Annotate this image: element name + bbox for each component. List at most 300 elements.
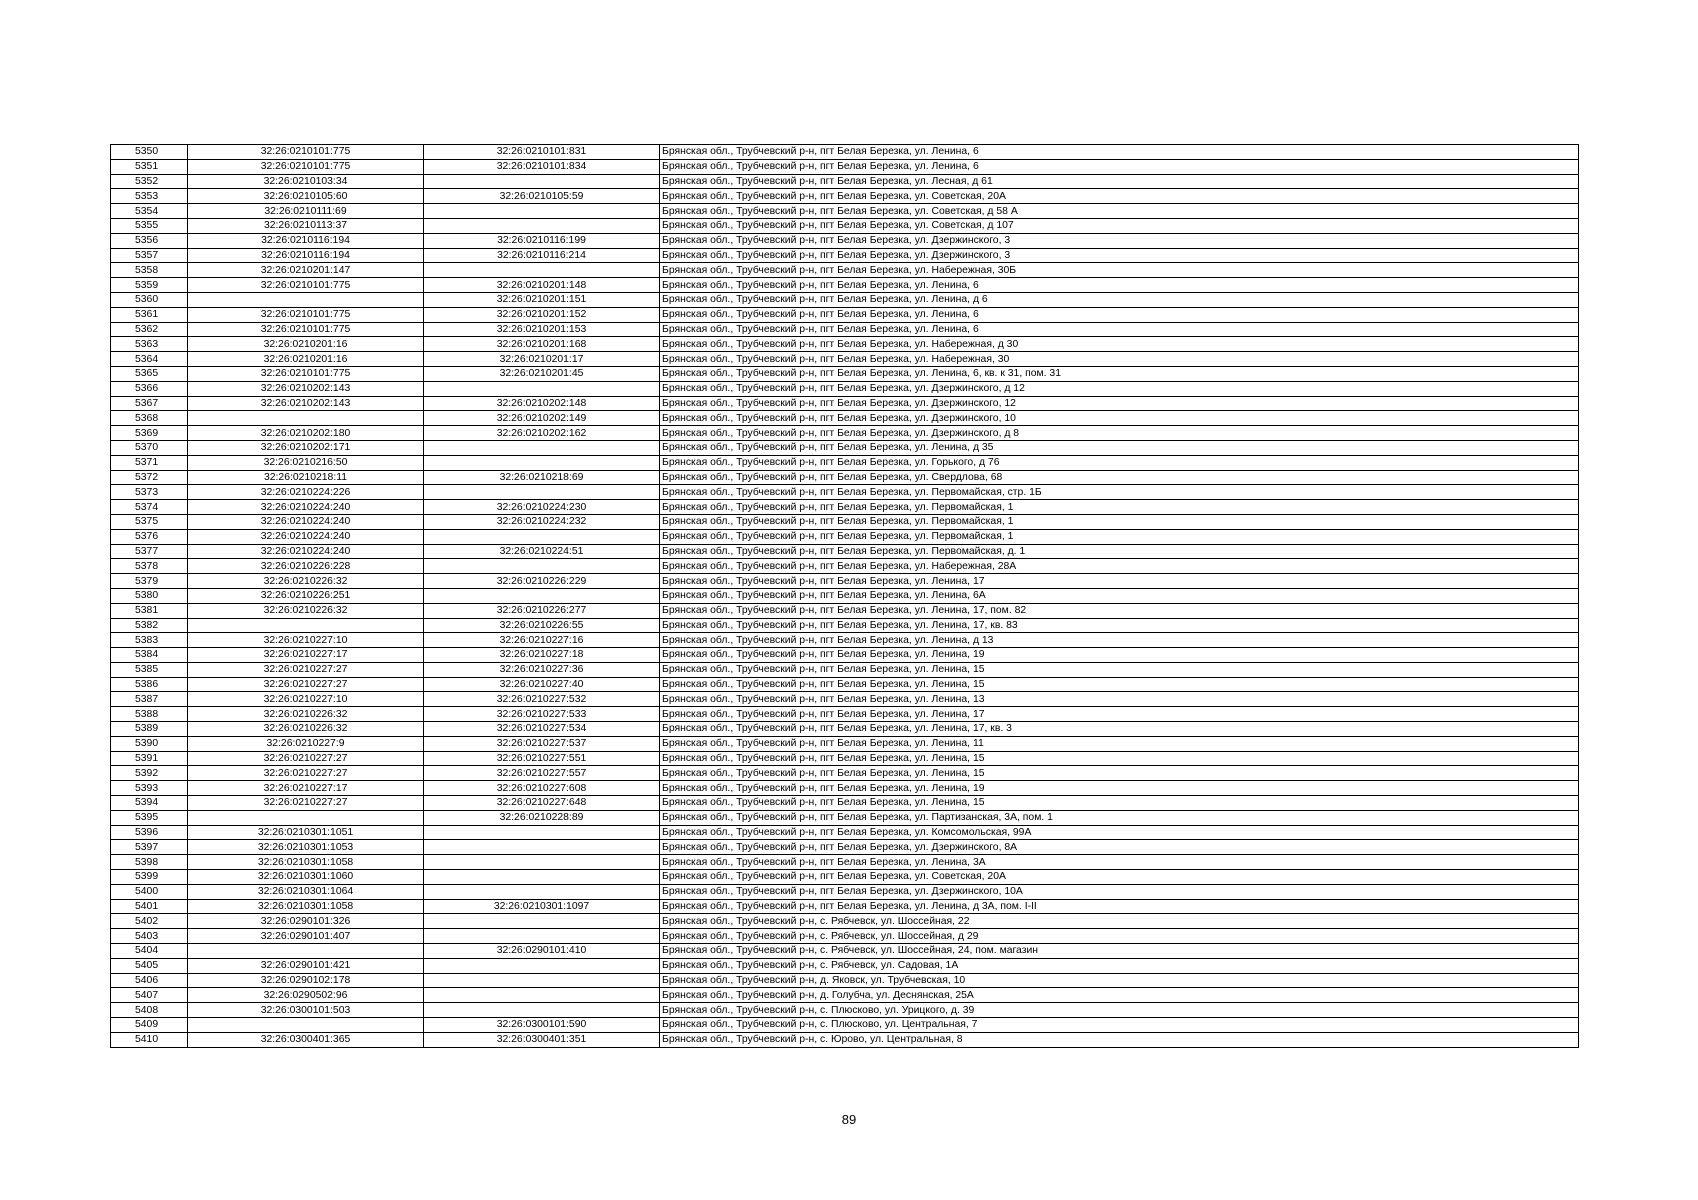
related-cadastral-number-cell: 32:26:0210224:51 (424, 544, 660, 559)
address-cell: Брянская обл., Трубчевский р-н, пгт Белая Березка, ул. Ленина, д 13 (660, 633, 1579, 648)
address-cell: Брянская обл., Трубчевский р-н, пгт Белая Березка, ул. Ленина, 19 (660, 648, 1579, 663)
table-row (111, 870, 1579, 885)
table-row (111, 884, 1579, 899)
related-cadastral-number-cell: 32:26:0300401:351 (424, 1032, 660, 1047)
table-row (111, 810, 1579, 825)
table-row (111, 485, 1579, 500)
address-cell: Брянская обл., Трубчевский р-н, с. Рябчевск, ул. Садовая, 1А (660, 958, 1579, 973)
row-number-cell: 5383 (111, 633, 188, 648)
related-cadastral-number-cell (424, 529, 660, 544)
row-number-cell: 5399 (111, 870, 188, 885)
cadastral-number-cell: 32:26:0210301:1058 (188, 899, 424, 914)
row-number-cell: 5359 (111, 278, 188, 293)
address-cell: Брянская обл., Трубчевский р-н, пгт Белая Березка, ул. Ленина, 17 (660, 707, 1579, 722)
cadastral-number-cell: 32:26:0210201:16 (188, 337, 424, 352)
table-row (111, 1032, 1579, 1047)
address-cell: Брянская обл., Трубчевский р-н, пгт Белая Березка, ул. Первомайская, 1 (660, 500, 1579, 515)
table-row (111, 751, 1579, 766)
table-row (111, 618, 1579, 633)
related-cadastral-number-cell: 32:26:0290101:410 (424, 944, 660, 959)
row-number-cell: 5355 (111, 218, 188, 233)
related-cadastral-number-cell: 32:26:0210227:40 (424, 677, 660, 692)
table-row (111, 825, 1579, 840)
row-number-cell: 5405 (111, 958, 188, 973)
row-number-cell: 5370 (111, 440, 188, 455)
address-cell: Брянская обл., Трубчевский р-н, пгт Белая Березка, ул. Свердлова, 68 (660, 470, 1579, 485)
row-number-cell: 5397 (111, 840, 188, 855)
address-cell: Брянская обл., Трубчевский р-н, пгт Белая Березка, ул. Первомайская, 1 (660, 529, 1579, 544)
address-cell: Брянская обл., Трубчевский р-н, пгт Белая Березка, ул. Дзержинского, 3 (660, 248, 1579, 263)
cadastral-number-cell: 32:26:0210116:194 (188, 248, 424, 263)
related-cadastral-number-cell: 32:26:0210202:162 (424, 426, 660, 441)
row-number-cell: 5384 (111, 648, 188, 663)
table-row (111, 588, 1579, 603)
address-cell: Брянская обл., Трубчевский р-н, с. Плюсково, ул. Урицкого, д. 39 (660, 1003, 1579, 1018)
row-number-cell: 5351 (111, 159, 188, 174)
related-cadastral-number-cell: 32:26:0210218:69 (424, 470, 660, 485)
cadastral-number-cell: 32:26:0210224:240 (188, 500, 424, 515)
related-cadastral-number-cell (424, 381, 660, 396)
address-cell: Брянская обл., Трубчевский р-н, пгт Белая Березка, ул. Ленина, д 35 (660, 440, 1579, 455)
cadastral-number-cell: 32:26:0210227:10 (188, 692, 424, 707)
related-cadastral-number-cell: 32:26:0210227:648 (424, 796, 660, 811)
address-cell: Брянская обл., Трубчевский р-н, пгт Белая Березка, ул. Набережная, д 30 (660, 337, 1579, 352)
related-cadastral-number-cell: 32:26:0210226:55 (424, 618, 660, 633)
related-cadastral-number-cell: 32:26:0210227:533 (424, 707, 660, 722)
table-row (111, 899, 1579, 914)
row-number-cell: 5371 (111, 455, 188, 470)
cadastral-number-cell: 32:26:0210101:775 (188, 307, 424, 322)
related-cadastral-number-cell: 32:26:0210226:277 (424, 603, 660, 618)
table-row (111, 174, 1579, 189)
related-cadastral-number-cell (424, 559, 660, 574)
table-row (111, 973, 1579, 988)
related-cadastral-number-cell: 32:26:0300101:590 (424, 1018, 660, 1033)
address-cell: Брянская обл., Трубчевский р-н, пгт Белая Березка, ул. Дзержинского, 3 (660, 233, 1579, 248)
address-cell: Брянская обл., Трубчевский р-н, пгт Белая Березка, ул. Первомайская, стр. 1Б (660, 485, 1579, 500)
row-number-cell: 5402 (111, 914, 188, 929)
related-cadastral-number-cell: 32:26:0210227:532 (424, 692, 660, 707)
related-cadastral-number-cell: 32:26:0210201:152 (424, 307, 660, 322)
cadastral-number-cell: 32:26:0290101:326 (188, 914, 424, 929)
cadastral-number-cell: 32:26:0210103:34 (188, 174, 424, 189)
table-row (111, 677, 1579, 692)
cadastral-number-cell: 32:26:0210224:240 (188, 544, 424, 559)
table-row (111, 544, 1579, 559)
related-cadastral-number-cell: 32:26:0210227:551 (424, 751, 660, 766)
cadastral-number-cell: 32:26:0210227:27 (188, 796, 424, 811)
cadastral-number-cell: 32:26:0210202:171 (188, 440, 424, 455)
row-number-cell: 5390 (111, 736, 188, 751)
row-number-cell: 5406 (111, 973, 188, 988)
row-number-cell: 5396 (111, 825, 188, 840)
related-cadastral-number-cell: 32:26:0210227:18 (424, 648, 660, 663)
cadastral-number-cell: 32:26:0210226:251 (188, 588, 424, 603)
related-cadastral-number-cell (424, 1003, 660, 1018)
row-number-cell: 5375 (111, 514, 188, 529)
table-row (111, 145, 1579, 160)
related-cadastral-number-cell (424, 455, 660, 470)
cadastral-number-cell: 32:26:0210227:10 (188, 633, 424, 648)
address-cell: Брянская обл., Трубчевский р-н, пгт Белая Березка, ул. Ленина, 17 (660, 574, 1579, 589)
table-row (111, 648, 1579, 663)
related-cadastral-number-cell: 32:26:0210202:149 (424, 411, 660, 426)
cadastral-number-cell: 32:26:0210226:32 (188, 707, 424, 722)
address-cell: Брянская обл., Трубчевский р-н, пгт Белая Березка, ул. Ленина, 13 (660, 692, 1579, 707)
related-cadastral-number-cell (424, 263, 660, 278)
table-row (111, 559, 1579, 574)
table-row (111, 337, 1579, 352)
address-cell: Брянская обл., Трубчевский р-н, с. Плюсково, ул. Центральная, 7 (660, 1018, 1579, 1033)
row-number-cell: 5391 (111, 751, 188, 766)
row-number-cell: 5368 (111, 411, 188, 426)
related-cadastral-number-cell: 32:26:0210224:232 (424, 514, 660, 529)
cadastral-number-cell: 32:26:0210216:50 (188, 455, 424, 470)
table-row (111, 426, 1579, 441)
address-cell: Брянская обл., Трубчевский р-н, с. Рябчевск, ул. Шоссейная, д 29 (660, 929, 1579, 944)
cadastral-number-cell: 32:26:0210301:1051 (188, 825, 424, 840)
row-number-cell: 5379 (111, 574, 188, 589)
table-row (111, 988, 1579, 1003)
related-cadastral-number-cell: 32:26:0210227:36 (424, 662, 660, 677)
cadastral-number-cell: 32:26:0210218:11 (188, 470, 424, 485)
related-cadastral-number-cell: 32:26:0210202:148 (424, 396, 660, 411)
cadastral-number-cell: 32:26:0210101:775 (188, 366, 424, 381)
related-cadastral-number-cell: 32:26:0210105:59 (424, 189, 660, 204)
cadastral-number-cell: 32:26:0210301:1060 (188, 870, 424, 885)
cadastral-number-cell: 32:26:0210227:27 (188, 677, 424, 692)
row-number-cell: 5374 (111, 500, 188, 515)
related-cadastral-number-cell: 32:26:0210301:1097 (424, 899, 660, 914)
row-number-cell: 5389 (111, 722, 188, 737)
row-number-cell: 5361 (111, 307, 188, 322)
table-row (111, 263, 1579, 278)
table-row (111, 781, 1579, 796)
row-number-cell: 5394 (111, 796, 188, 811)
address-cell: Брянская обл., Трубчевский р-н, с. Рябчевск, ул. Шоссейная, 22 (660, 914, 1579, 929)
address-cell: Брянская обл., Трубчевский р-н, пгт Белая Березка, ул. Дзержинского, 10А (660, 884, 1579, 899)
cadastral-number-cell: 32:26:0290101:407 (188, 929, 424, 944)
table-row (111, 529, 1579, 544)
table-row (111, 662, 1579, 677)
related-cadastral-number-cell (424, 204, 660, 219)
table-row (111, 159, 1579, 174)
row-number-cell: 5364 (111, 352, 188, 367)
cadastral-number-cell (188, 618, 424, 633)
cadastral-number-cell (188, 292, 424, 307)
cadastral-number-cell: 32:26:0210227:27 (188, 766, 424, 781)
address-cell: Брянская обл., Трубчевский р-н, д. Голубча, ул. Деснянская, 25А (660, 988, 1579, 1003)
cadastral-number-cell (188, 411, 424, 426)
cadastral-number-cell: 32:26:0210226:32 (188, 574, 424, 589)
address-cell: Брянская обл., Трубчевский р-н, пгт Белая Березка, ул. Ленина, 17, кв. 3 (660, 722, 1579, 737)
related-cadastral-number-cell: 32:26:0210101:831 (424, 145, 660, 160)
address-cell: Брянская обл., Трубчевский р-н, пгт Белая Березка, ул. Комсомольская, 99А (660, 825, 1579, 840)
related-cadastral-number-cell (424, 588, 660, 603)
table-row (111, 322, 1579, 337)
cadastral-number-cell: 32:26:0210101:775 (188, 322, 424, 337)
address-cell: Брянская обл., Трубчевский р-н, пгт Белая Березка, ул. Дзержинского, 12 (660, 396, 1579, 411)
address-cell: Брянская обл., Трубчевский р-н, с. Юрово, ул. Центральная, 8 (660, 1032, 1579, 1047)
address-cell: Брянская обл., Трубчевский р-н, пгт Белая Березка, ул. Ленина, 6 (660, 159, 1579, 174)
cadastral-number-cell: 32:26:0210202:180 (188, 426, 424, 441)
related-cadastral-number-cell: 32:26:0210227:608 (424, 781, 660, 796)
cadastral-number-cell (188, 944, 424, 959)
table-row (111, 204, 1579, 219)
cadastral-number-cell: 32:26:0210113:37 (188, 218, 424, 233)
table-row (111, 1018, 1579, 1033)
row-number-cell: 5382 (111, 618, 188, 633)
table-row (111, 766, 1579, 781)
table-row (111, 692, 1579, 707)
related-cadastral-number-cell: 32:26:0210201:17 (424, 352, 660, 367)
related-cadastral-number-cell: 32:26:0210227:534 (424, 722, 660, 737)
related-cadastral-number-cell (424, 929, 660, 944)
related-cadastral-number-cell (424, 855, 660, 870)
related-cadastral-number-cell: 32:26:0210201:45 (424, 366, 660, 381)
row-number-cell: 5365 (111, 366, 188, 381)
row-number-cell: 5357 (111, 248, 188, 263)
table-row (111, 840, 1579, 855)
row-number-cell: 5372 (111, 470, 188, 485)
row-number-cell: 5366 (111, 381, 188, 396)
table-row (111, 514, 1579, 529)
page-number: 89 (841, 1112, 857, 1127)
row-number-cell: 5387 (111, 692, 188, 707)
row-number-cell: 5403 (111, 929, 188, 944)
row-number-cell: 5363 (111, 337, 188, 352)
related-cadastral-number-cell (424, 914, 660, 929)
table-row (111, 929, 1579, 944)
address-cell: Брянская обл., Трубчевский р-н, пгт Белая Березка, ул. Лесная, д 61 (660, 174, 1579, 189)
address-cell: Брянская обл., Трубчевский р-н, пгт Белая Березка, ул. Советская, 20А (660, 870, 1579, 885)
row-number-cell: 5381 (111, 603, 188, 618)
related-cadastral-number-cell (424, 870, 660, 885)
address-cell: Брянская обл., Трубчевский р-н, пгт Белая Березка, ул. Набережная, 28А (660, 559, 1579, 574)
row-number-cell: 5376 (111, 529, 188, 544)
address-cell: Брянская обл., Трубчевский р-н, пгт Белая Березка, ул. Ленина, д 6 (660, 292, 1579, 307)
address-cell: Брянская обл., Трубчевский р-н, пгт Белая Березка, ул. Набережная, 30 (660, 352, 1579, 367)
cadastral-number-cell: 32:26:0210224:226 (188, 485, 424, 500)
cadastral-number-cell: 32:26:0210226:32 (188, 722, 424, 737)
related-cadastral-number-cell (424, 973, 660, 988)
address-cell: Брянская обл., Трубчевский р-н, пгт Белая Березка, ул. Дзержинского, 8А (660, 840, 1579, 855)
row-number-cell: 5354 (111, 204, 188, 219)
address-cell: Брянская обл., Трубчевский р-н, пгт Белая Березка, ул. Набережная, 30Б (660, 263, 1579, 278)
address-cell: Брянская обл., Трубчевский р-н, д. Яковск, ул. Трубчевская, 10 (660, 973, 1579, 988)
related-cadastral-number-cell: 32:26:0210201:168 (424, 337, 660, 352)
address-cell: Брянская обл., Трубчевский р-н, пгт Белая Березка, ул. Ленина, 15 (660, 766, 1579, 781)
row-number-cell: 5350 (111, 145, 188, 160)
table-row (111, 1003, 1579, 1018)
table-row (111, 470, 1579, 485)
address-cell: Брянская обл., Трубчевский р-н, пгт Белая Березка, ул. Ленина, 6, кв. к 31, пом. 31 (660, 366, 1579, 381)
row-number-cell: 5352 (111, 174, 188, 189)
table-row (111, 366, 1579, 381)
cadastral-number-cell: 32:26:0210116:194 (188, 233, 424, 248)
table-row (111, 352, 1579, 367)
row-number-cell: 5385 (111, 662, 188, 677)
table-row (111, 914, 1579, 929)
related-cadastral-number-cell: 32:26:0210201:151 (424, 292, 660, 307)
related-cadastral-number-cell (424, 988, 660, 1003)
address-cell: Брянская обл., Трубчевский р-н, пгт Белая Березка, ул. Дзержинского, 10 (660, 411, 1579, 426)
cadastral-number-cell: 32:26:0300401:365 (188, 1032, 424, 1047)
table-row (111, 189, 1579, 204)
row-number-cell: 5358 (111, 263, 188, 278)
registry-table-body (111, 145, 1579, 1048)
registry-table (110, 144, 1579, 1048)
related-cadastral-number-cell: 32:26:0210116:199 (424, 233, 660, 248)
cadastral-number-cell: 32:26:0210226:32 (188, 603, 424, 618)
row-number-cell: 5378 (111, 559, 188, 574)
related-cadastral-number-cell (424, 958, 660, 973)
row-number-cell: 5369 (111, 426, 188, 441)
address-cell: Брянская обл., Трубчевский р-н, пгт Белая Березка, ул. Ленина, 6 (660, 278, 1579, 293)
address-cell: Брянская обл., Трубчевский р-н, пгт Белая Березка, ул. Первомайская, 1 (660, 514, 1579, 529)
row-number-cell: 5398 (111, 855, 188, 870)
row-number-cell: 5362 (111, 322, 188, 337)
cadastral-number-cell: 32:26:0210227:17 (188, 781, 424, 796)
table-row (111, 944, 1579, 959)
table-row (111, 603, 1579, 618)
cadastral-number-cell: 32:26:0210201:147 (188, 263, 424, 278)
table-row (111, 796, 1579, 811)
row-number-cell: 5395 (111, 810, 188, 825)
cadastral-number-cell: 32:26:0290101:421 (188, 958, 424, 973)
table-row (111, 411, 1579, 426)
related-cadastral-number-cell: 32:26:0210116:214 (424, 248, 660, 263)
address-cell: Брянская обл., Трубчевский р-н, пгт Белая Березка, ул. Первомайская, д. 1 (660, 544, 1579, 559)
related-cadastral-number-cell (424, 174, 660, 189)
row-number-cell: 5408 (111, 1003, 188, 1018)
related-cadastral-number-cell: 32:26:0210201:148 (424, 278, 660, 293)
related-cadastral-number-cell (424, 218, 660, 233)
table-row (111, 218, 1579, 233)
row-number-cell: 5401 (111, 899, 188, 914)
row-number-cell: 5380 (111, 588, 188, 603)
table-row (111, 722, 1579, 737)
address-cell: Брянская обл., Трубчевский р-н, пгт Белая Березка, ул. Ленина, 17, пом. 82 (660, 603, 1579, 618)
row-number-cell: 5410 (111, 1032, 188, 1047)
address-cell: Брянская обл., Трубчевский р-н, пгт Белая Березка, ул. Дзержинского, д 8 (660, 426, 1579, 441)
address-cell: Брянская обл., Трубчевский р-н, пгт Белая Березка, ул. Ленина, 15 (660, 751, 1579, 766)
cadastral-number-cell: 32:26:0210101:775 (188, 278, 424, 293)
cadastral-number-cell: 32:26:0290102:178 (188, 973, 424, 988)
address-cell: Брянская обл., Трубчевский р-н, пгт Белая Березка, ул. Ленина, 3А (660, 855, 1579, 870)
cadastral-number-cell: 32:26:0210224:240 (188, 514, 424, 529)
address-cell: Брянская обл., Трубчевский р-н, пгт Белая Березка, ул. Горького, д 76 (660, 455, 1579, 470)
row-number-cell: 5388 (111, 707, 188, 722)
related-cadastral-number-cell: 32:26:0210101:834 (424, 159, 660, 174)
address-cell: Брянская обл., Трубчевский р-н, пгт Белая Березка, ул. Ленина, 6 (660, 145, 1579, 160)
address-cell: Брянская обл., Трубчевский р-н, пгт Белая Березка, ул. Ленина, 11 (660, 736, 1579, 751)
row-number-cell: 5367 (111, 396, 188, 411)
address-cell: Брянская обл., Трубчевский р-н, пгт Белая Березка, ул. Партизанская, 3А, пом. 1 (660, 810, 1579, 825)
cadastral-number-cell: 32:26:0210202:143 (188, 396, 424, 411)
table-row (111, 396, 1579, 411)
address-cell: Брянская обл., Трубчевский р-н, пгт Белая Березка, ул. Советская, 20А (660, 189, 1579, 204)
cadastral-number-cell: 32:26:0210301:1053 (188, 840, 424, 855)
cadastral-number-cell: 32:26:0210301:1058 (188, 855, 424, 870)
related-cadastral-number-cell: 32:26:0210224:230 (424, 500, 660, 515)
cadastral-number-cell: 32:26:0210301:1064 (188, 884, 424, 899)
table-row (111, 381, 1579, 396)
table-row (111, 233, 1579, 248)
row-number-cell: 5393 (111, 781, 188, 796)
address-cell: Брянская обл., Трубчевский р-н, пгт Белая Березка, ул. Дзержинского, д 12 (660, 381, 1579, 396)
cadastral-number-cell: 32:26:0210227:27 (188, 751, 424, 766)
cadastral-number-cell: 32:26:0210227:9 (188, 736, 424, 751)
address-cell: Брянская обл., Трубчевский р-н, с. Рябчевск, ул. Шоссейная, 24, пом. магазин (660, 944, 1579, 959)
cadastral-number-cell (188, 1018, 424, 1033)
related-cadastral-number-cell: 32:26:0210227:557 (424, 766, 660, 781)
table-row (111, 500, 1579, 515)
table-row (111, 707, 1579, 722)
table-row (111, 307, 1579, 322)
address-cell: Брянская обл., Трубчевский р-н, пгт Белая Березка, ул. Ленина, д 3А, пом. I-II (660, 899, 1579, 914)
related-cadastral-number-cell: 32:26:0210227:537 (424, 736, 660, 751)
table-row (111, 292, 1579, 307)
row-number-cell: 5356 (111, 233, 188, 248)
related-cadastral-number-cell (424, 440, 660, 455)
address-cell: Брянская обл., Трубчевский р-н, пгт Белая Березка, ул. Ленина, 15 (660, 796, 1579, 811)
address-cell: Брянская обл., Трубчевский р-н, пгт Белая Березка, ул. Советская, д 107 (660, 218, 1579, 233)
related-cadastral-number-cell: 32:26:0210201:153 (424, 322, 660, 337)
table-row (111, 855, 1579, 870)
row-number-cell: 5373 (111, 485, 188, 500)
cadastral-number-cell: 32:26:0210101:775 (188, 159, 424, 174)
address-cell: Брянская обл., Трубчевский р-н, пгт Белая Березка, ул. Ленина, 6 (660, 322, 1579, 337)
cadastral-number-cell: 32:26:0210201:16 (188, 352, 424, 367)
cadastral-number-cell: 32:26:0210227:17 (188, 648, 424, 663)
cadastral-number-cell: 32:26:0210227:27 (188, 662, 424, 677)
row-number-cell: 5353 (111, 189, 188, 204)
related-cadastral-number-cell: 32:26:0210226:229 (424, 574, 660, 589)
cadastral-number-cell: 32:26:0210105:60 (188, 189, 424, 204)
related-cadastral-number-cell (424, 485, 660, 500)
cadastral-number-cell: 32:26:0210226:228 (188, 559, 424, 574)
related-cadastral-number-cell: 32:26:0210228:89 (424, 810, 660, 825)
table-row (111, 736, 1579, 751)
address-cell: Брянская обл., Трубчевский р-н, пгт Белая Березка, ул. Ленина, 6А (660, 588, 1579, 603)
cadastral-number-cell: 32:26:0210101:775 (188, 145, 424, 160)
address-cell: Брянская обл., Трубчевский р-н, пгт Белая Березка, ул. Ленина, 15 (660, 677, 1579, 692)
table-row (111, 440, 1579, 455)
cadastral-number-cell: 32:26:0210111:69 (188, 204, 424, 219)
table-row (111, 455, 1579, 470)
address-cell: Брянская обл., Трубчевский р-н, пгт Белая Березка, ул. Ленина, 17, кв. 83 (660, 618, 1579, 633)
cadastral-number-cell: 32:26:0300101:503 (188, 1003, 424, 1018)
cadastral-number-cell: 32:26:0210202:143 (188, 381, 424, 396)
cadastral-number-cell: 32:26:0210224:240 (188, 529, 424, 544)
related-cadastral-number-cell: 32:26:0210227:16 (424, 633, 660, 648)
row-number-cell: 5409 (111, 1018, 188, 1033)
row-number-cell: 5386 (111, 677, 188, 692)
address-cell: Брянская обл., Трубчевский р-н, пгт Белая Березка, ул. Ленина, 6 (660, 307, 1579, 322)
table-row (111, 248, 1579, 263)
table-row (111, 574, 1579, 589)
table-row (111, 633, 1579, 648)
address-cell: Брянская обл., Трубчевский р-н, пгт Белая Березка, ул. Советская, д 58 А (660, 204, 1579, 219)
related-cadastral-number-cell (424, 884, 660, 899)
cadastral-number-cell (188, 810, 424, 825)
cadastral-number-cell: 32:26:0290502:96 (188, 988, 424, 1003)
address-cell: Брянская обл., Трубчевский р-н, пгт Белая Березка, ул. Ленина, 15 (660, 662, 1579, 677)
row-number-cell: 5404 (111, 944, 188, 959)
row-number-cell: 5392 (111, 766, 188, 781)
address-cell: Брянская обл., Трубчевский р-н, пгт Белая Березка, ул. Ленина, 19 (660, 781, 1579, 796)
